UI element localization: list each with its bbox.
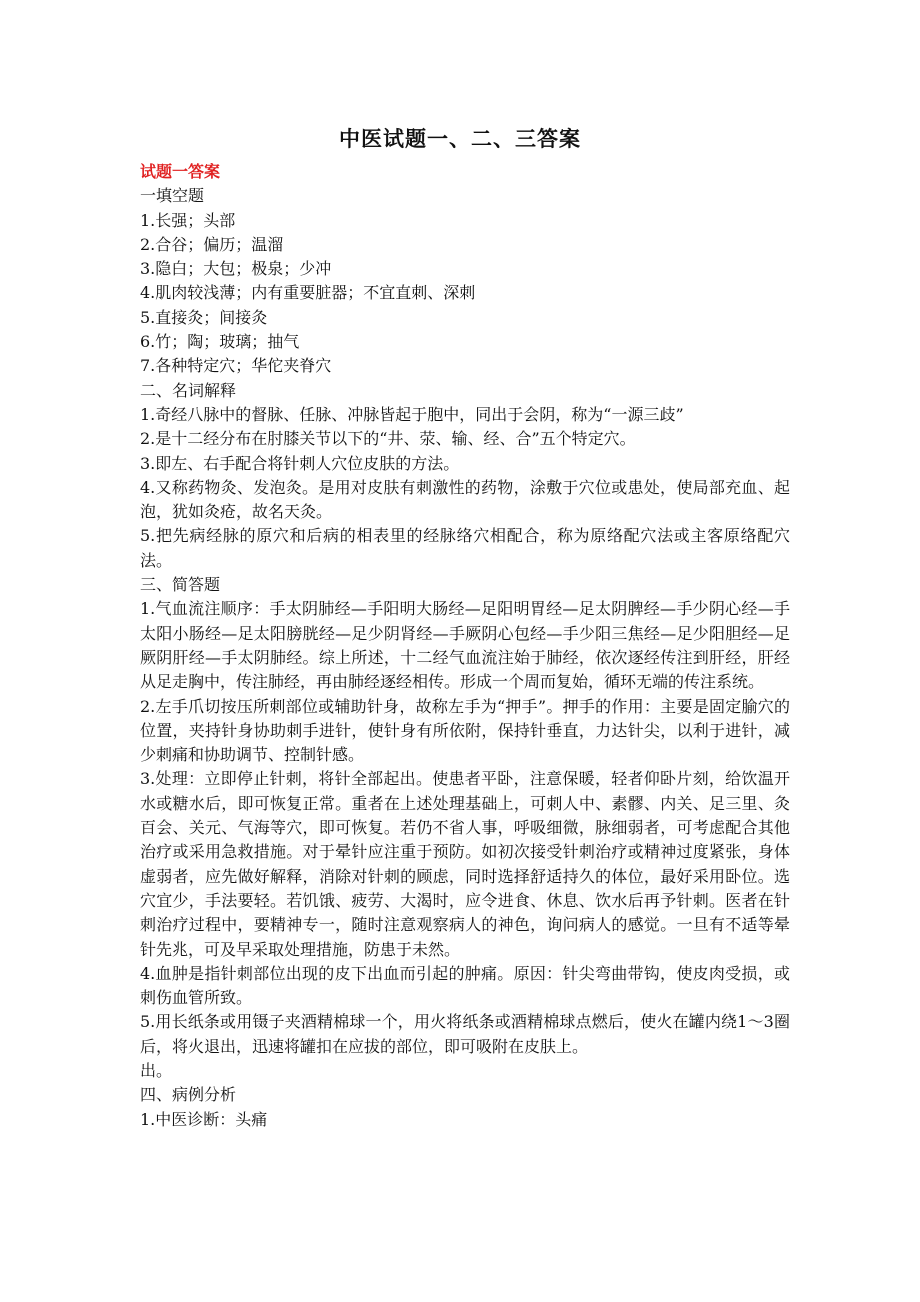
- section-heading-case-analysis: 四、病例分析: [140, 1085, 237, 1105]
- fill-blank-item: 3.隐白；大包；极泉；少冲: [140, 259, 332, 279]
- document-body: [140, 160, 790, 1132]
- document-title: 中医试题一、二、三答案: [339, 127, 581, 151]
- short-answer-item: 3.处理：立即停止针刺，将针全部起出。使患者平卧，注意保暖，轻者仰卧片刻，给饮温开水或糖水后，即可恢复正常。重者在上述处理基础上，可刺人中、素髎、内关、足三里、灸百会、关元、气海等穴，即可恢复。若仍不省人事，呼吸细微，脉细弱者，可考虑配合其他治疗或采用急救措施。对于晕针应注重于预防。如初次接受针刺治疗或精神过度紧张，身体虚弱者，应先做好解释，消除对针刺的顾虑，同时选择舒适持久的体位，最好采用卧位。选穴宜少，手法要轻。若饥饿、疲劳、大渴时，应令进食、休息、饮水后再予针刺。医者在针刺治疗过程中，要精神专一，随时注意观察病人的神色，询问病人的感觉。一旦有不适等晕针先兆，可及早采取处理措施，防患于未然。: [140, 769, 790, 959]
- short-answer-item: 2.左手爪切按压所刺部位或辅助针身，故称左手为“押手”。押手的作用：主要是固定腧穴的位置，夹持针身协助刺手进针，使针身有所依附，保持针垂直，力达针尖，以利于进针，减少刺痛和协助调节、控制针感。: [140, 696, 790, 765]
- short-answer-fragment: 出。: [140, 1060, 173, 1080]
- fill-blank-item: 2.合谷；偏历；温溜: [140, 234, 284, 254]
- term-item: 1.奇经八脉中的督脉、任脉、冲脉皆起于胞中，同出于会阴，称为“一源三歧”: [140, 404, 684, 424]
- fill-blank-item: 7.各种特定穴；华佗夹脊穴: [140, 356, 332, 376]
- section-heading-fill-blank: 一填空题: [140, 186, 205, 206]
- term-item: 3.即左、右手配合将针刺人穴位皮肤的方法。: [140, 453, 460, 473]
- answer-subtitle: 试题一答案: [140, 162, 221, 181]
- fill-blank-item: 6.竹；陶；玻璃；抽气: [140, 332, 300, 352]
- short-answer-item: 1.气血流注顺序：手太阴肺经—手阳明大肠经—足阳明胃经—足太阴脾经—手少阴心经—手太阳小肠经—足太阳膀胱经—足少阴肾经—手厥阴心包经—手少阳三焦经—足少阳胆经—足厥阴肝经—手太阴肺经。综上所述，十二经气血流注始于肺经，依次逐经传注到肝经，肝经从足走胸中，传注肺经，再由肺经逐经相传。形成一个周而复始，循环无端的传注系统。: [140, 599, 790, 692]
- term-item: 2.是十二经分布在肘膝关节以下的“井、荥、输、经、合”五个特定穴。: [140, 429, 636, 449]
- section-heading-terms: 二、名词解释: [140, 380, 237, 400]
- term-item: 5.把先病经脉的原穴和后病的相表里的经脉络穴相配合，称为原络配穴法或主客原络配穴法。: [140, 526, 790, 570]
- short-answer-item: 5.用长纸条或用镊子夹酒精棉球一个，用火将纸条或酒精棉球点燃后，使火在罐内绕1～3圈后，将火退出，迅速将罐扣在应拔的部位，即可吸附在皮肤上。: [140, 1012, 790, 1056]
- section-heading-short-answer: 三、简答题: [140, 575, 221, 595]
- fill-blank-item: 4.肌肉较浅薄；内有重要脏器；不宜直刺、深刺: [140, 283, 476, 303]
- term-item: 4.又称药物灸、发泡灸。是用对皮肤有刺激性的药物，涂敷于穴位或患处，使局部充血、起泡，犹如灸疮，故名天灸。: [140, 477, 790, 522]
- fill-blank-item: 1.长强；头部: [140, 210, 236, 230]
- fill-blank-item: 5.直接灸；间接灸: [140, 307, 268, 327]
- short-answer-item: 4.血肿是指针刺部位出现的皮下出血而引起的肿痛。原因：针尖弯曲带钩，使皮肉受损，或刺伤血管所致。: [140, 963, 790, 1008]
- case-analysis-item: 1.中医诊断：头痛: [140, 1109, 268, 1129]
